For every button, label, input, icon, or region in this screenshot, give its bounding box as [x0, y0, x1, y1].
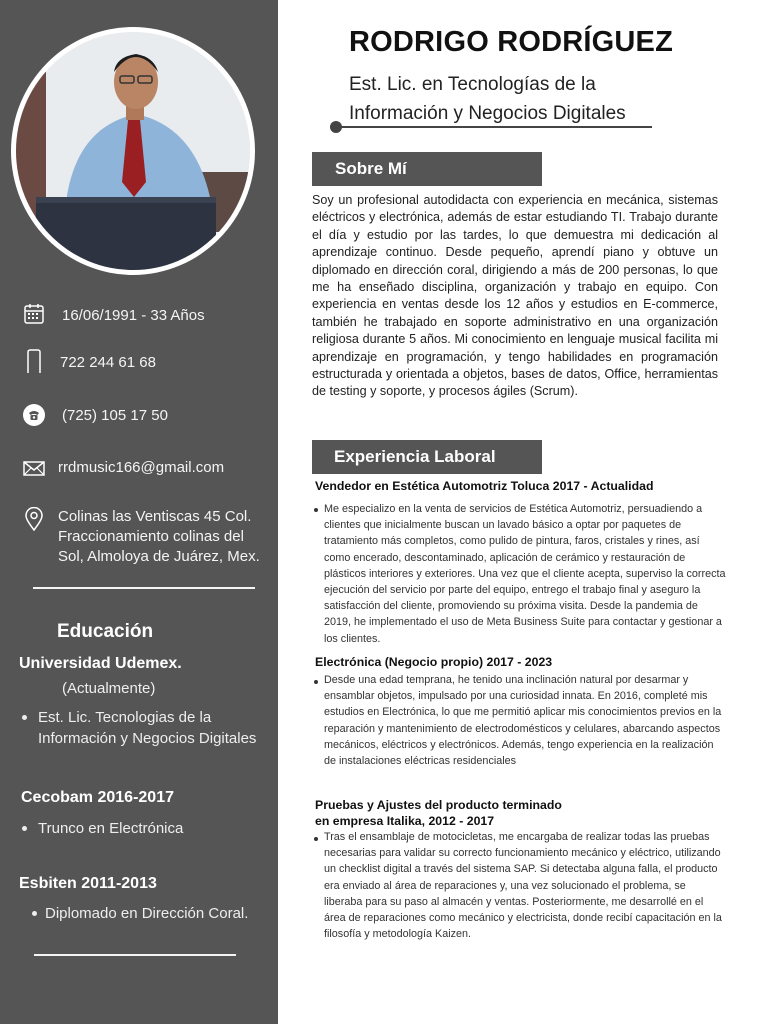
contact-birth — [22, 302, 205, 326]
job-3-description: Tras el ensamblaje de motocicletas, me encargaba de realizar todas las pruebas necesarias para validar su correcto funcionamiento mecánico y eléctrico, utilizando un checklist digital a través del sistema SAP. Si detectaba alguna falla, el producto era enviado al área de reparaciones y, una vez solucionado el problema, se liberaba para su paso al almacén y ventas. Posteriormente, me desarrollé en el área de reparaciones como mecánico y electricista, donde recibí capacitación en la filosofía y metodología Kaizen. — [324, 831, 722, 941]
bullet-dot — [314, 508, 318, 512]
about-text: Soy un profesional autodidacta con experiencia en mecánica, sistemas eléctricos y electrónica, además de estar estudiando TI. Trabajo durante el día y estudio por las tardes, lo que demuestra mi dedicación al aprendizaje continuo. Desde pequeño, aprendí piano y obtuve un diplomado en dirección coral, dirigiendo a más de 200 personas, lo que me ha enseñado disciplina, organización y trabajo en equipo. Con experiencia en ventas desde los 12 años y estudios en E-commerce, también he trabajado en soporte administrativo en una organización religiosa durante 5 años. Mi conocimiento en lenguaje musical facilita mi aprendizaje en programación, y tengo habilidades en programación estructurada y orientada a objetos, bases de datos, Office, herramientas de testing y soporte, y procesos ágiles (Scrum). — [312, 193, 718, 399]
profile-subtitle — [349, 70, 749, 128]
bullet-dot — [22, 826, 27, 831]
divider — [34, 954, 236, 956]
education-item-1-detail — [38, 707, 256, 749]
job-1-heading: Vendedor en Estética Automotriz Toluca 2017 - Actualidad — [315, 479, 654, 493]
about-section-title: Sobre Mí — [312, 152, 542, 186]
full-name: RODRIGO RODRÍGUEZ — [349, 26, 674, 58]
contact-phone — [22, 403, 168, 427]
contact-email[interactable] — [22, 456, 224, 480]
education-item-1-heading: Universidad Udemex. — [19, 655, 182, 672]
mobile-phone-icon — [22, 349, 46, 373]
experience-section-title: Experiencia Laboral — [312, 440, 542, 474]
mobile-text: 722 244 61 68 — [60, 354, 156, 371]
education-item-3-detail: Diplomado en Dirección Coral. — [45, 905, 249, 922]
education-item-2-detail: Trunco en Electrónica — [38, 820, 184, 837]
telephone-icon — [22, 403, 46, 427]
bullet-dot — [22, 715, 27, 720]
bullet-dot — [32, 911, 37, 916]
address-line-3: Sol, Almoloya de Juárez, Mex. — [58, 548, 260, 565]
job-2-heading: Electrónica (Negocio propio) 2017 - 2023 — [315, 655, 553, 669]
mail-icon — [22, 456, 46, 480]
location-pin-icon — [22, 507, 46, 531]
job-1-description: Me especializo en la venta de servicios de Estética Automotriz, persuadiendo a clientes que inicialmente buscan un lavado básico a optar por paquetes de tratamiento más completos, como pulido de pintura, faros, cristales y rines, así como encerado, descontaminado, aplicación de cerámico y restauración de plásticos interiores y exteriores. Una vez que el cliente acepta, superviso la correcta ejecución del servicio por parte del equipo, entrego el trabajo final y aseguro la satisfacción del cliente, promoviendo su próxima visita. Desde la pandemia de 2019, he implementado el uso de Meta Business Suite para contactar y gestionar a los clientes. — [324, 503, 726, 645]
profile-photo — [16, 32, 250, 270]
address-text — [58, 507, 260, 567]
education-item-2-heading: Cecobam 2016-2017 — [21, 789, 174, 806]
education-title: Educación — [57, 621, 154, 642]
address-line-2: Fraccionamiento colinas del — [58, 528, 244, 545]
sidebar — [0, 0, 278, 1024]
education-item-3-heading: Esbiten 2011-2013 — [19, 875, 157, 892]
phone-text: (725) 105 17 50 — [62, 407, 168, 424]
job-3-heading-line-1: Pruebas y Ajustes del producto terminado — [315, 798, 562, 812]
address-line-1: Colinas las Ventiscas 45 Col. — [58, 508, 252, 525]
subtitle-line-1: Est. Lic. en Tecnologías de la — [349, 74, 596, 95]
contact-mobile — [22, 349, 156, 373]
bullet-dot — [314, 837, 318, 841]
education-item-1-detail-line-2: Información y Negocios Digitales — [38, 730, 257, 747]
title-underline-dot — [330, 121, 342, 133]
job-2-description: Desde una edad temprana, he tenido una inclinación natural por desarmar y ensamblar objetos, impulsado por una curiosidad innata. En 2016, completé mis estudios en Electrónica, lo que me permitió aplicar mis conocimientos previos en la reparación y mantenimiento de electrodomésticos y celulares, abarcando aspectos mecánicos, eléctricos y electrónicos. Además, tengo experiencia en la realización de instalaciones eléctricas residenciales — [324, 674, 722, 768]
contact-address — [22, 507, 260, 567]
job-3-heading — [315, 797, 562, 829]
education-item-1-detail-line-1: Est. Lic. Tecnologias de la — [38, 709, 212, 726]
job-3-heading-line-2: en empresa Italika, 2012 - 2017 — [315, 814, 495, 828]
title-underline — [336, 126, 652, 128]
divider — [33, 587, 255, 589]
calendar-icon — [22, 302, 46, 326]
education-item-1-sub: (Actualmente) — [62, 680, 156, 697]
email-text[interactable]: rrdmusic166@gmail.com — [58, 459, 225, 476]
subtitle-line-2: Información y Negocios Digitales — [349, 103, 626, 124]
birth-text: 16/06/1991 - 33 Años — [62, 307, 205, 324]
bullet-dot — [314, 680, 318, 684]
